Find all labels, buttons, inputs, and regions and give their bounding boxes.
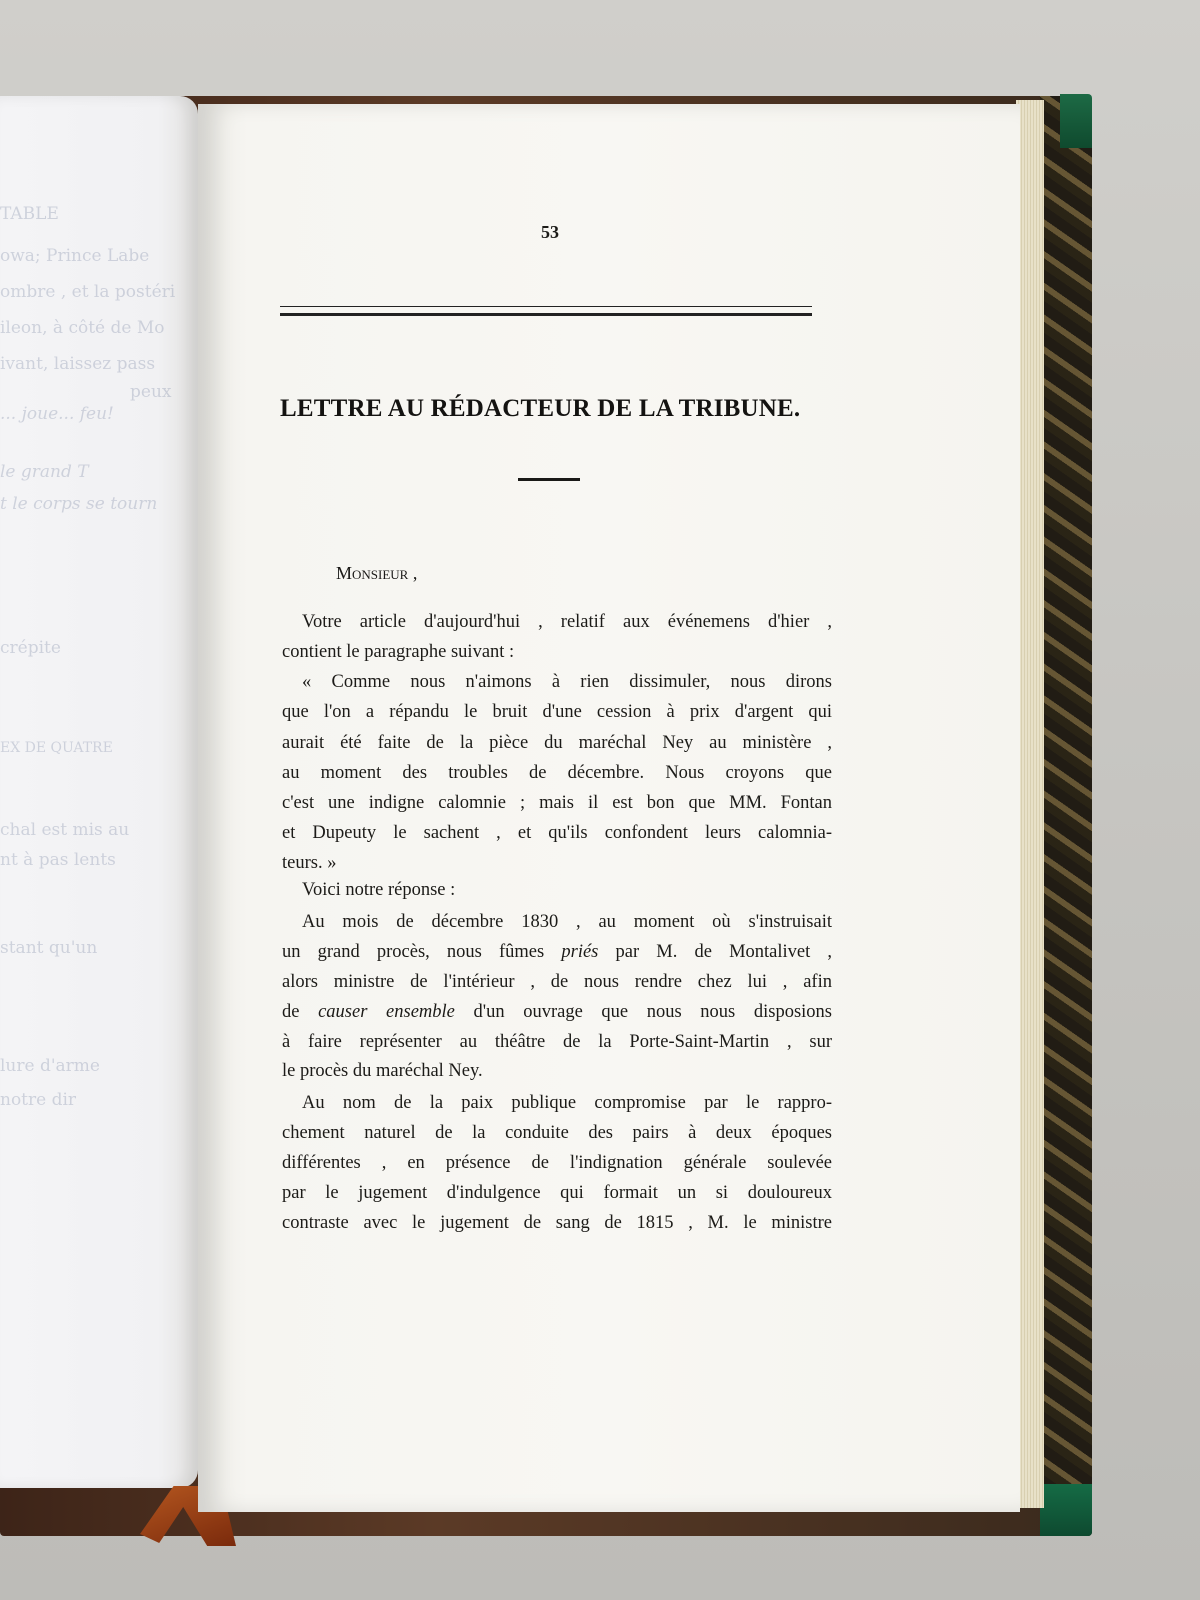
text-line: Voici notre réponse : [302,880,456,900]
text-line: contraste avec le jugement de sang de 1815 , M. le ministre [282,1213,832,1233]
left-page-fragment: TABLE [0,204,59,224]
left-page-fragment: peux [130,382,172,402]
left-page-fragment: nt à pas lents [0,850,116,870]
text-line: Votre article d'aujourd'hui , relatif aux événemens d'hier , [302,612,832,632]
left-page-fragment: lure d'arme [0,1056,100,1076]
left-page-fragment: ... joue... feu! [0,404,114,424]
text-line: et Dupeuty le sachent , et qu'ils confondent leurs calomnia- [282,823,832,843]
left-page-fragment: owa; Prince Labe [0,246,150,266]
left-page-fragment: ombre , et la postéri [0,282,176,302]
text-line: teurs. » [282,853,337,873]
text-line: aurait été faite de la pièce du maréchal Ney au ministère , [282,733,832,753]
left-page-fragment: ileon, à côté de Mo [0,318,165,338]
salutation: Monsieur , [336,563,418,583]
page-heading: LETTRE AU RÉDACTEUR DE LA TRIBUNE. [280,395,801,422]
text-line: Au nom de la paix publique compromise par le rappro- [302,1093,832,1113]
double-rule [280,306,812,316]
left-page-fragment: notre dir [0,1090,77,1110]
text-line: contient le paragraphe suivant : [282,642,515,662]
left-page-fragment: chal est mis au [0,820,130,840]
emphasis: priés [561,942,599,962]
left-page-fragment: ivant, laissez pass [0,354,156,374]
text-line: un grand procès, nous fûmes priés par M. de Montalivet , [282,942,833,962]
text-line: « Comme nous n'aimons à rien dissimuler, nous dirons [302,672,832,692]
short-rule [518,478,580,481]
text-line: alors ministre de l'intérieur , de nous rendre chez lui , afin [282,972,832,992]
text-line: c'est une indigne calomnie ; mais il est bon que MM. Fontan [282,793,832,813]
marbled-board [1040,96,1092,1536]
text-line: Au mois de décembre 1830 , au moment où s'instruisait [302,912,832,932]
left-page-fragment: crépite [0,638,61,658]
page-block-edge [1016,100,1044,1508]
leather-corner-bottom [1040,1484,1092,1536]
text-line: par le jugement d'indulgence qui formait un si douloureux [282,1183,832,1203]
text-line: que l'on a répandu le bruit d'une cession à prix d'argent qui [282,702,832,722]
left-page-fragment: EX DE QUATRE [0,740,113,756]
text-line: au moment des troubles de décembre. Nous croyons que [282,763,832,783]
left-page-fragment: le grand T [0,462,89,482]
left-page [0,96,198,1488]
left-page-fragment: stant qu'un [0,938,98,958]
leather-corner-top [1060,94,1092,148]
page-number: 53 [541,222,559,242]
left-page-fragment: t le corps se tourn [0,494,158,514]
text-line: de causer ensemble d'un ouvrage que nous nous disposions [282,1002,833,1022]
text-line: à faire représenter au théâtre de la Porte-Saint-Martin , sur [282,1032,832,1052]
text-line: chement naturel de la conduite des pairs à deux époques [282,1123,832,1143]
text-line: le procès du maréchal Ney. [282,1061,483,1081]
emphasis: causer ensemble [318,1002,455,1022]
text-line: différentes , en présence de l'indignation générale soulevée [282,1153,832,1173]
